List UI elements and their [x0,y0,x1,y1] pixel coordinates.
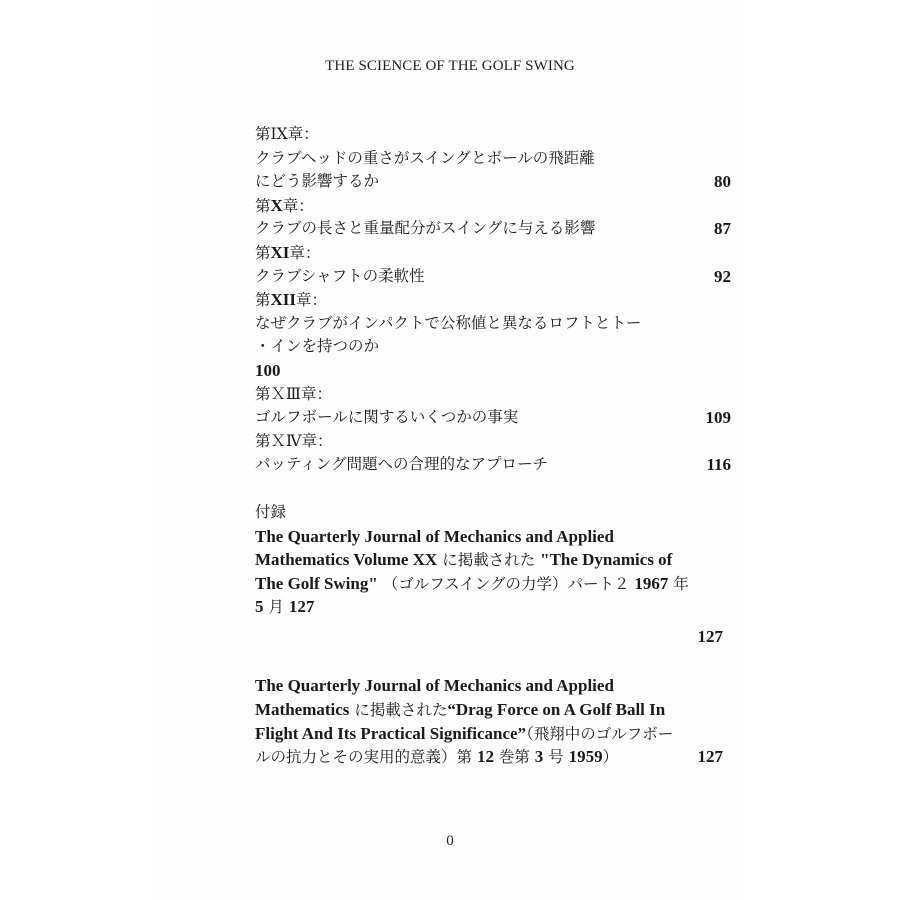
appendix-line [255,674,735,698]
page-number: 92 [714,266,731,286]
appendix-line [255,745,735,769]
chapter-number: IX [270,125,288,143]
citation-issue: 3 [534,747,544,767]
chapter-prefix: 第 [255,431,271,450]
page-number: 100 [255,360,281,380]
title-line: パッティング問題への合理的なアプローチ [255,455,548,474]
appendix-heading: 付録 [255,502,287,521]
chapter-suffix: 章： [289,243,321,262]
page-number: 127 [697,626,723,646]
appendix-item [255,674,735,768]
chapter-prefix: 第 [255,291,271,310]
title-line: クラブヘッドの重さがスイングとボールの飛距離 [255,148,595,167]
toc-chapter-heading [255,241,735,265]
chapter-number: X [270,195,283,215]
chapter-number: XII [270,290,297,310]
chapter-prefix: 第 [255,125,271,143]
chapter-prefix: 第 [255,196,271,215]
citation-text: Mathematics [255,700,350,720]
running-header: THE SCIENCE OF THE GOLF SWING [325,58,575,74]
toc-entry-page-line [255,359,735,383]
page-number: 87 [714,219,731,239]
title-line: ゴルフボールに関するいくつかの事実 [255,408,519,427]
page-number: 80 [714,172,731,192]
citation-month: 5 [255,597,264,617]
citation-text: 127 [288,597,315,617]
page-number: 127 [697,747,723,767]
toc-chapter-heading [255,123,735,147]
toc-entry-title [255,312,735,336]
citation-text-jp: 年 [668,574,689,593]
citation-text: "The Dynamics of [540,550,673,570]
citation-text-jp: 巻第 [493,748,535,767]
citation-text: The Quarterly Journal of Mechanics and Applied [255,526,614,546]
toc-chapter-heading [255,194,735,218]
chapter-prefix: 第 [255,243,271,262]
appendix-page-line [255,625,735,649]
citation-volume: 12 [476,747,494,767]
appendix-line [255,595,735,619]
toc-entry-title [255,335,735,359]
appendix-title [255,501,735,525]
appendix-line [255,722,735,746]
chapter-number: ＸⅢ [270,384,301,403]
page-number: 109 [705,408,731,428]
appendix-item [255,525,735,649]
citation-text: The Golf Swing" [255,573,378,593]
toc-chapter-heading [255,288,735,312]
citation-text-jp: ） [602,748,619,767]
chapter-number: XI [270,242,290,262]
page-number: 116 [706,455,731,475]
chapter-prefix: 第 [255,384,271,403]
citation-text-jp: 月 [263,598,289,617]
appendix-line [255,548,735,572]
chapter-suffix: 章： [301,431,333,450]
citation-text: The Quarterly Journal of Mechanics and Applied [255,676,614,696]
toc-chapter-heading [255,383,735,407]
citation-text-jp: （飛翔中のゴルフボー [526,724,674,743]
citation-text: “Drag Force on A Golf Ball In [447,700,666,720]
appendix-line [255,525,735,549]
toc-entry-title [255,265,735,289]
citation-year: 1967 [634,573,669,593]
toc-entry-title [255,453,735,477]
citation-text-jp: （ゴルフスイングの力学）パート２ [377,574,635,593]
title-line: なぜクラブがインパクトで公称値と異なるロフトとトー [255,313,642,332]
title-line: クラブシャフトの柔軟性 [255,266,425,285]
citation-text-jp: に掲載された [437,551,541,570]
chapter-suffix: 章： [300,384,332,403]
citation-text-jp: 号 [543,748,569,767]
title-line: ・インを持つのか [255,337,380,356]
chapter-suffix: 章： [287,125,319,143]
toc-entry-title [255,217,735,241]
title-line: クラブの長さと重量配分がスイングに与える影響 [255,219,596,238]
toc-entry-title [255,147,735,171]
table-of-contents [255,123,735,769]
toc-chapter-heading [255,430,735,454]
citation-text-jp: に掲載された [349,701,448,720]
citation-text-jp: ルの抗力とその実用的意義）第 [255,748,477,767]
appendix-line [255,698,735,722]
toc-entry-title [255,170,735,194]
chapter-suffix: 章： [296,291,328,310]
chapter-number: ＸⅣ [270,431,302,450]
chapter-suffix: 章： [282,196,314,215]
citation-text: Flight And Its Practical Significance” [255,723,527,743]
appendix-line [255,572,735,596]
citation-year: 1959 [568,747,603,767]
title-line: にどう影響するか [255,172,380,191]
toc-entry-title [255,406,735,430]
page-folio: 0 [446,833,454,849]
citation-text: Mathematics Volume XX [255,550,438,570]
